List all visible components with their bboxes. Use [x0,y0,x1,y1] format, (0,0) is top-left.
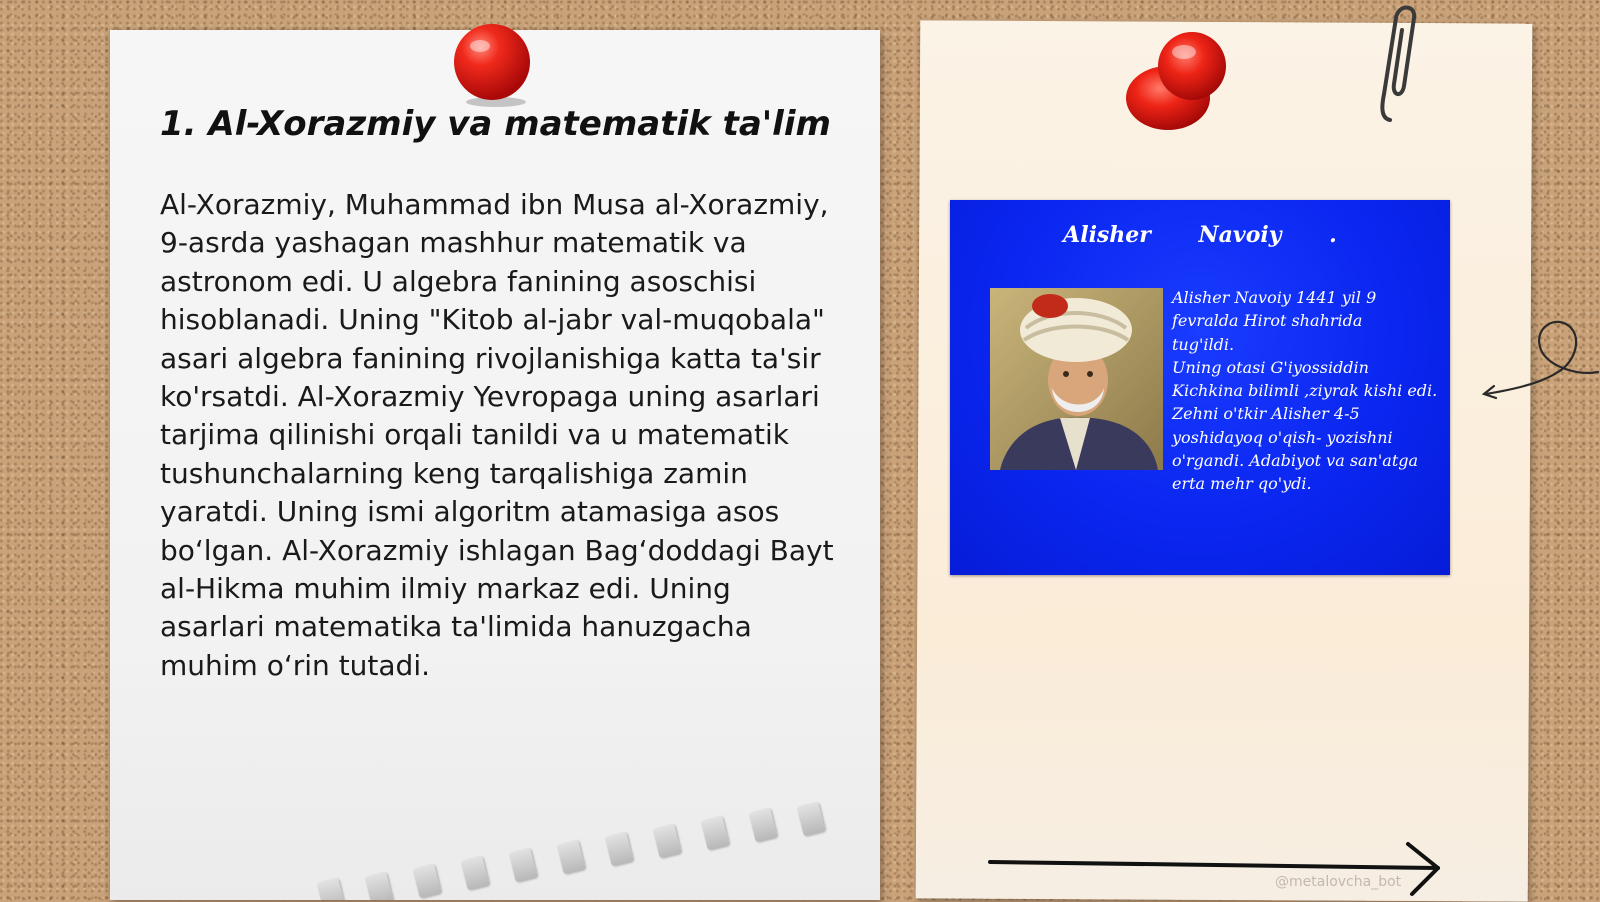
paperclip-icon [1376,0,1426,126]
watermark: @metalovcha_bot [1275,874,1402,890]
red-pushpin-icon [448,22,538,108]
swirl-arrow-icon [1480,312,1600,408]
navoiy-photo-card [950,200,1450,575]
torn-spiral-edge [310,800,870,900]
photo-caption: Alisher Navoiy 1441 yil 9 fevralda Hirot shahrida tug'ildi. Uning otasi G'iyossiddin Kichkina bilimli ,ziyrak kishi edi. Zehni o'tkir Alisher 4-5 yoshidayoq o'qish- yozishni o'rgandi. Adabiyot va san'atga erta mehr qo'ydi. [1172,288,1438,494]
photo-title: Alisher Navoiy . [1063,222,1337,248]
navoiy-portrait-image [990,288,1163,470]
body-paragraph: Al-Xorazmiy, Muhammad ibn Musa al-Xorazmiy, 9-asrda yashagan mashhur matematik va astronom edi. U algebra fanining asoschisi hisoblanadi. Uning "Kitob al-jabr val-muqobala" asari algebra fanining rivojlanishiga katta ta'sir ko'rsatdi. Al-Xorazmiy Yevropaga uning asarlari tarjima qilinishi orqali tanildi va u matematik tushunchalarning keng tarqalishiga zamin yaratdi. Uning ismi algoritm atamasiga asos bo‘lgan. Al-Xorazmiy ishlagan Bag‘doddagi Bayt al-Hikma muhim ilmiy markaz edi. Uning asarlari matematika ta'limida hanuzgacha muhim o‘rin tutadi. [160,188,834,682]
red-pushpin-icon [1120,30,1240,134]
page-title: 1. Al-Xorazmiy va matematik ta'lim [160,104,831,144]
